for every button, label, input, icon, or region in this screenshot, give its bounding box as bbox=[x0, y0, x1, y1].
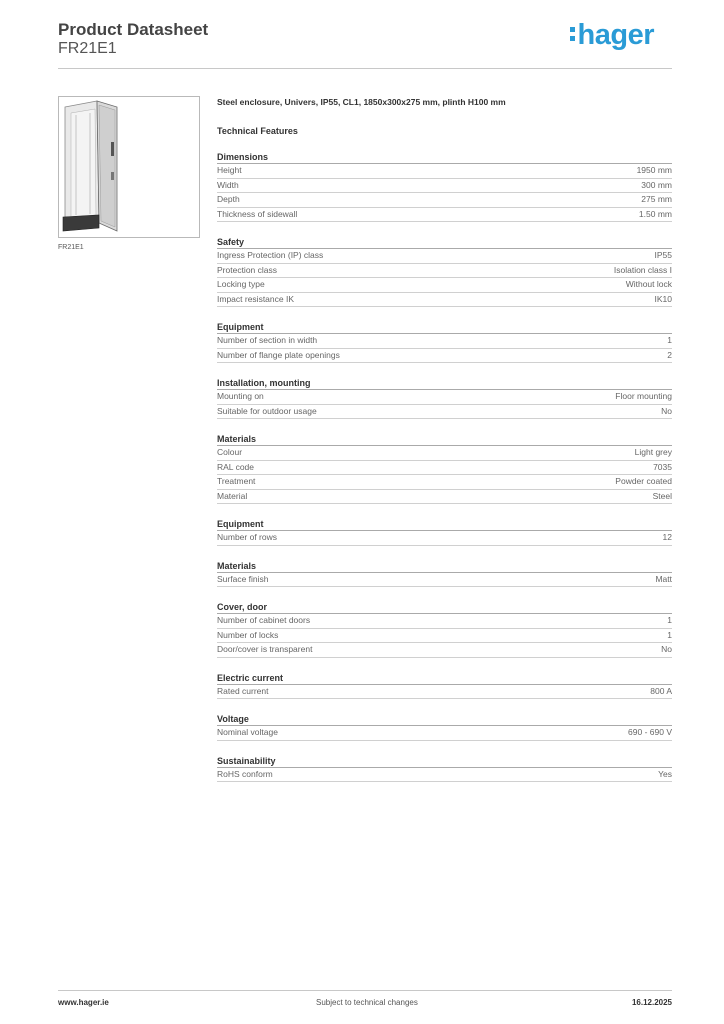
spec-value: IP55 bbox=[654, 250, 672, 260]
spec-label: Mounting on bbox=[217, 391, 264, 401]
spec-section bbox=[217, 672, 672, 700]
spec-value: Without lock bbox=[625, 279, 672, 289]
spec-row bbox=[217, 643, 672, 658]
spec-value: 275 mm bbox=[641, 194, 672, 204]
spec-value: 12 bbox=[662, 532, 672, 542]
spec-value: 2 bbox=[667, 349, 672, 360]
page-title: Product Datasheet bbox=[58, 20, 209, 39]
section-title: Equipment bbox=[217, 321, 672, 334]
spec-value: No bbox=[661, 405, 672, 416]
spec-value: Light grey bbox=[634, 447, 672, 457]
footer-notice: Subject to technical changes bbox=[316, 998, 418, 1007]
footer-website-link[interactable]: www.hager.ie bbox=[58, 998, 109, 1007]
spec-label: RoHS conform bbox=[217, 768, 273, 779]
spec-label: Rated current bbox=[217, 685, 269, 696]
spec-row bbox=[217, 768, 672, 783]
spec-row bbox=[217, 726, 672, 741]
spec-row bbox=[217, 685, 672, 700]
spec-section bbox=[217, 151, 672, 222]
spec-section bbox=[217, 377, 672, 419]
spec-row bbox=[217, 208, 672, 223]
header-divider bbox=[58, 68, 672, 69]
spec-value: IK10 bbox=[654, 293, 672, 304]
image-caption: FR21E1 bbox=[58, 244, 84, 251]
spec-label: Ingress Protection (IP) class bbox=[217, 250, 324, 260]
spec-label: RAL code bbox=[217, 461, 255, 472]
hager-logo[interactable] bbox=[570, 20, 654, 50]
spec-section bbox=[217, 518, 672, 546]
spec-row bbox=[217, 531, 672, 546]
spec-row bbox=[217, 573, 672, 588]
spec-row bbox=[217, 490, 672, 505]
spec-row bbox=[217, 293, 672, 308]
spec-row bbox=[217, 629, 672, 644]
spec-label: Number of section in width bbox=[217, 335, 318, 345]
spec-section bbox=[217, 433, 672, 504]
spec-value: Yes bbox=[658, 768, 672, 779]
spec-label: Material bbox=[217, 490, 248, 501]
features-heading: Technical Features bbox=[217, 126, 298, 136]
spec-row bbox=[217, 461, 672, 476]
spec-section bbox=[217, 755, 672, 783]
spec-value: Floor mounting bbox=[615, 391, 672, 401]
spec-section bbox=[217, 321, 672, 363]
spec-label: Treatment bbox=[217, 476, 256, 486]
spec-value: Steel bbox=[652, 490, 672, 501]
spec-section bbox=[217, 713, 672, 741]
section-title: Safety bbox=[217, 236, 672, 249]
product-description: Steel enclosure, Univers, IP55, CL1, 1850x300x275 mm, plinth H100 mm bbox=[217, 97, 506, 107]
spec-row bbox=[217, 446, 672, 461]
spec-label: Number of locks bbox=[217, 629, 279, 640]
section-title: Sustainability bbox=[217, 755, 672, 768]
spec-label: Height bbox=[217, 165, 242, 175]
spec-row bbox=[217, 475, 672, 490]
spec-row bbox=[217, 264, 672, 279]
spec-label: Depth bbox=[217, 194, 240, 204]
spec-row bbox=[217, 193, 672, 208]
spec-row bbox=[217, 349, 672, 364]
section-title: Equipment bbox=[217, 518, 672, 531]
spec-label: Nominal voltage bbox=[217, 727, 278, 737]
section-title: Installation, mounting bbox=[217, 377, 672, 390]
spec-value: No bbox=[661, 644, 672, 654]
spec-label: Width bbox=[217, 179, 239, 190]
spec-value: Powder coated bbox=[615, 476, 672, 486]
spec-value: 1950 mm bbox=[636, 165, 672, 175]
spec-row bbox=[217, 179, 672, 194]
spec-row bbox=[217, 249, 672, 264]
spec-label: Door/cover is transparent bbox=[217, 644, 313, 654]
spec-value: 1 bbox=[667, 335, 672, 345]
logo-dots-icon bbox=[570, 21, 575, 43]
spec-section bbox=[217, 236, 672, 307]
spec-value: 7035 bbox=[653, 461, 672, 472]
spec-section bbox=[217, 601, 672, 658]
spec-value: 300 mm bbox=[641, 179, 672, 190]
spec-label: Colour bbox=[217, 447, 243, 457]
spec-value: 1 bbox=[667, 629, 672, 640]
spec-label: Protection class bbox=[217, 264, 277, 275]
product-image bbox=[58, 96, 200, 238]
spec-row bbox=[217, 164, 672, 179]
spec-label: Number of rows bbox=[217, 532, 277, 542]
section-title: Materials bbox=[217, 433, 672, 446]
section-title: Cover, door bbox=[217, 601, 672, 614]
spec-value: Matt bbox=[655, 573, 672, 584]
spec-row bbox=[217, 278, 672, 293]
spec-label: Locking type bbox=[217, 279, 265, 289]
spec-label: Surface finish bbox=[217, 573, 269, 584]
logo-text: hager bbox=[577, 19, 654, 51]
spec-row bbox=[217, 405, 672, 420]
spec-value: 690 - 690 V bbox=[628, 727, 672, 737]
section-title: Electric current bbox=[217, 672, 672, 685]
spec-label: Thickness of sidewall bbox=[217, 208, 298, 219]
spec-value: 800 A bbox=[650, 685, 672, 696]
footer-date: 16.12.2025 bbox=[631, 998, 672, 1007]
spec-row bbox=[217, 614, 672, 629]
spec-label: Number of flange plate openings bbox=[217, 349, 340, 360]
spec-label: Impact resistance IK bbox=[217, 293, 295, 304]
spec-section bbox=[217, 560, 672, 588]
spec-label: Suitable for outdoor usage bbox=[217, 405, 317, 416]
spec-value: 1.50 mm bbox=[638, 208, 672, 219]
spec-label: Number of cabinet doors bbox=[217, 615, 311, 625]
page-header bbox=[58, 20, 672, 58]
section-title: Voltage bbox=[217, 713, 672, 726]
footer-divider bbox=[58, 990, 672, 991]
spec-sections bbox=[217, 151, 672, 782]
product-code: FR21E1 bbox=[58, 40, 117, 57]
section-title: Dimensions bbox=[217, 151, 672, 164]
section-title: Materials bbox=[217, 560, 672, 573]
spec-content bbox=[217, 96, 672, 782]
spec-value: Isolation class I bbox=[613, 264, 672, 275]
spec-value: 1 bbox=[667, 615, 672, 625]
spec-row bbox=[217, 334, 672, 349]
enclosure-cabinet-icon bbox=[59, 97, 199, 237]
spec-row bbox=[217, 390, 672, 405]
